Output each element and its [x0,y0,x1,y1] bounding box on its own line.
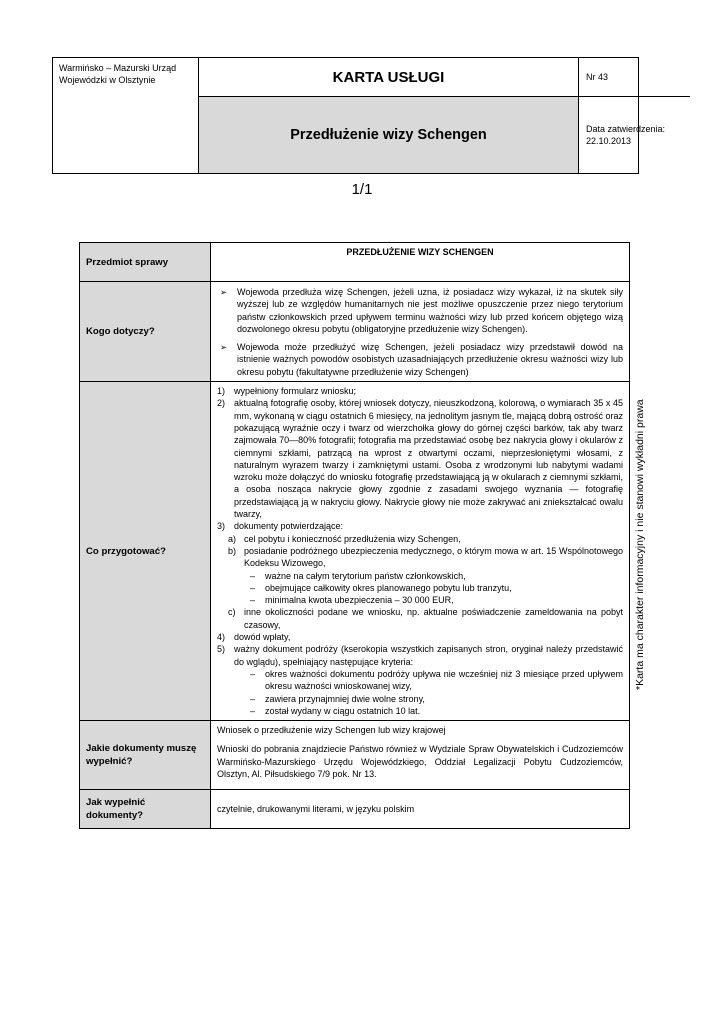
row-prepare [80,382,630,721]
page-number: 1/1 [351,181,373,198]
row-subject [80,243,630,282]
list-item: – okres ważności dokumentu podróży upływa nie wcześniej niż 3 miesiące przed upływem okresu ważności wnioskowanej wizy, [250,668,623,692]
row-who [80,282,630,382]
list-item: 2) aktualną fotografię osoby, której wniosek dotyczy, nieuszkodzoną, kolorową, o wymiarach 35 x 45 mm, wykonaną w ciągu ostatnich 6 miesięcy, na jednolitym jasnym tle, mającą dobrą ostrość oraz pokazującą wyraźnie oczy i twarz od wierzchołka głowy do górnej części barków, tak aby twarz zajmowała 70—80% fotografii; fotografia ma przedstawiać osobę bez nakrycia głowy i okularów z ciemnymi szkłami, patrzącą na wprost z otwartymi oczami, nieprzesłoniętymi włosami, z naturalnym wyrazem twarzy i zamkniętymi ustami. Osoba z wrodzonymi lub nabytymi wadami wzroku może dołączyć do wniosku fotografię przedstawiającą ją w okularach z ciemnymi szkłami, a osoba nosząca nakrycie głowy zgodnie z zasadami swojego wyznania — fotografię przedstawiającą ją w nakryciu głowy. Nakrycie głowy nie może zakrywać ani zniekształcać owalu twarzy, [217,398,623,520]
how-value: czytelnie, drukowanymi literami, w języku polskim [211,790,630,829]
list-item: – został wydany w ciągu ostatnich 10 lat. [250,705,421,716]
arrow-bullet-icon: ➢ [220,287,228,297]
who-label: Kogo dotyczy? [80,282,211,382]
list-item: 1) wypełniony formularz wniosku; [217,386,357,397]
header-table [52,57,666,174]
side-note [632,380,648,690]
row-how [80,790,630,829]
who-content [211,282,630,382]
documents-line-1: Wniosek o przedłużenie wizy Schengen lub wizy krajowej [217,725,446,736]
prepare-content [211,382,630,721]
service-table [79,242,630,829]
card-number: Nr 43 [578,58,690,97]
arrow-bullet-icon: ➢ [220,342,228,353]
list-item: 5) ważny dokument podróży (kserokopia wszystkich zapisanych stron, oryginał należy przedstawić do wglądu), spełniający następujące kryteria: [217,644,623,667]
subject-label: Przedmiot sprawy [80,243,211,282]
list-item: – zawiera przynajmniej dwie wolne strony, [250,693,425,704]
list-item: 3) dokumenty potwierdzające: [217,521,344,532]
list-item: ➢ Wojewoda przedłuża wizę Schengen, jeżeli uzna, iż posiadacz wizy wykazał, iż na skutek siły wyższej lub ze względów humanitarnych nie jest możliwe opuszczenie przez niego terytorium państw członkowskich przed upływem terminu ważności wizy lub przed końcem objętego wizą dozwolonego okresu pobytu (obligatoryjne przedłużenie wizy Schengen). [220,287,623,334]
list-item: – obejmujące całkowity okres planowanego pobytu lub tranzytu, [250,582,512,593]
approval-date-cell [578,97,690,173]
approval-label: Data zatwierdzenia: [586,124,666,134]
row-documents [80,721,630,790]
list-item: – minimalna kwota ubezpieczenia – 30 000 EUR, [250,595,454,606]
office-name: Warmińsko – Mazurski Urząd Wojewódzki w Olsztynie [53,58,199,173]
approval-date: 22.10.2013 [586,136,632,146]
list-item: 4) dowód wpłaty, [217,632,291,643]
prepare-label: Co przygotować? [80,382,211,721]
how-label: Jak wypełnić dokumenty? [80,790,211,829]
side-note-text: *Karta ma charakter informacyjny i nie stanowi wykładni prawa [634,399,646,690]
documents-label: Jakie dokumenty muszę wypełnić? [80,721,211,790]
list-item: ➢ Wojewoda może przedłużyć wizę Schengen, jeżeli posiadacz wizy przedstawił dowód na istnienie ważnych powodów osobistych uzasadniających przedłużenie okresu ważności wizy lub okresu pobytu (fakultatywne przedłużenie wizy Schengen) [220,342,623,377]
list-item: c) inne okoliczności podane we wniosku, np. aktualne poświadczenie zameldowania na pobyt czasowy, [228,607,623,630]
documents-line-2: Wnioski do pobrania znajdziecie Państwo również w Wydziale Spraw Obywatelskich i Cudzoziemców Warmińsko-Mazurskiego Urzędu Wojewódzkiego, Oddział Legalizacji Pobytu Cudzoziemców, Olsztyn, Al. Piłsudskiego 7/9 pok. Nr 13. [217,744,623,779]
list-item: a) cel pobytu i konieczność przedłużenia wizy Schengen, [228,533,461,544]
service-name: Przedłużenie wizy Schengen [199,97,578,173]
list-item: – ważne na całym terytorium państw członkowskich, [250,570,466,581]
card-title: KARTA USŁUGI [199,58,578,97]
documents-content [211,721,630,790]
list-item: b) posiadanie podróżnego ubezpieczenia medycznego, o którym mowa w art. 15 Wspólnotowego Kodeksu Wizowego, [228,545,623,569]
subject-value: PRZEDŁUŻENIE WIZY SCHENGEN [211,243,630,282]
